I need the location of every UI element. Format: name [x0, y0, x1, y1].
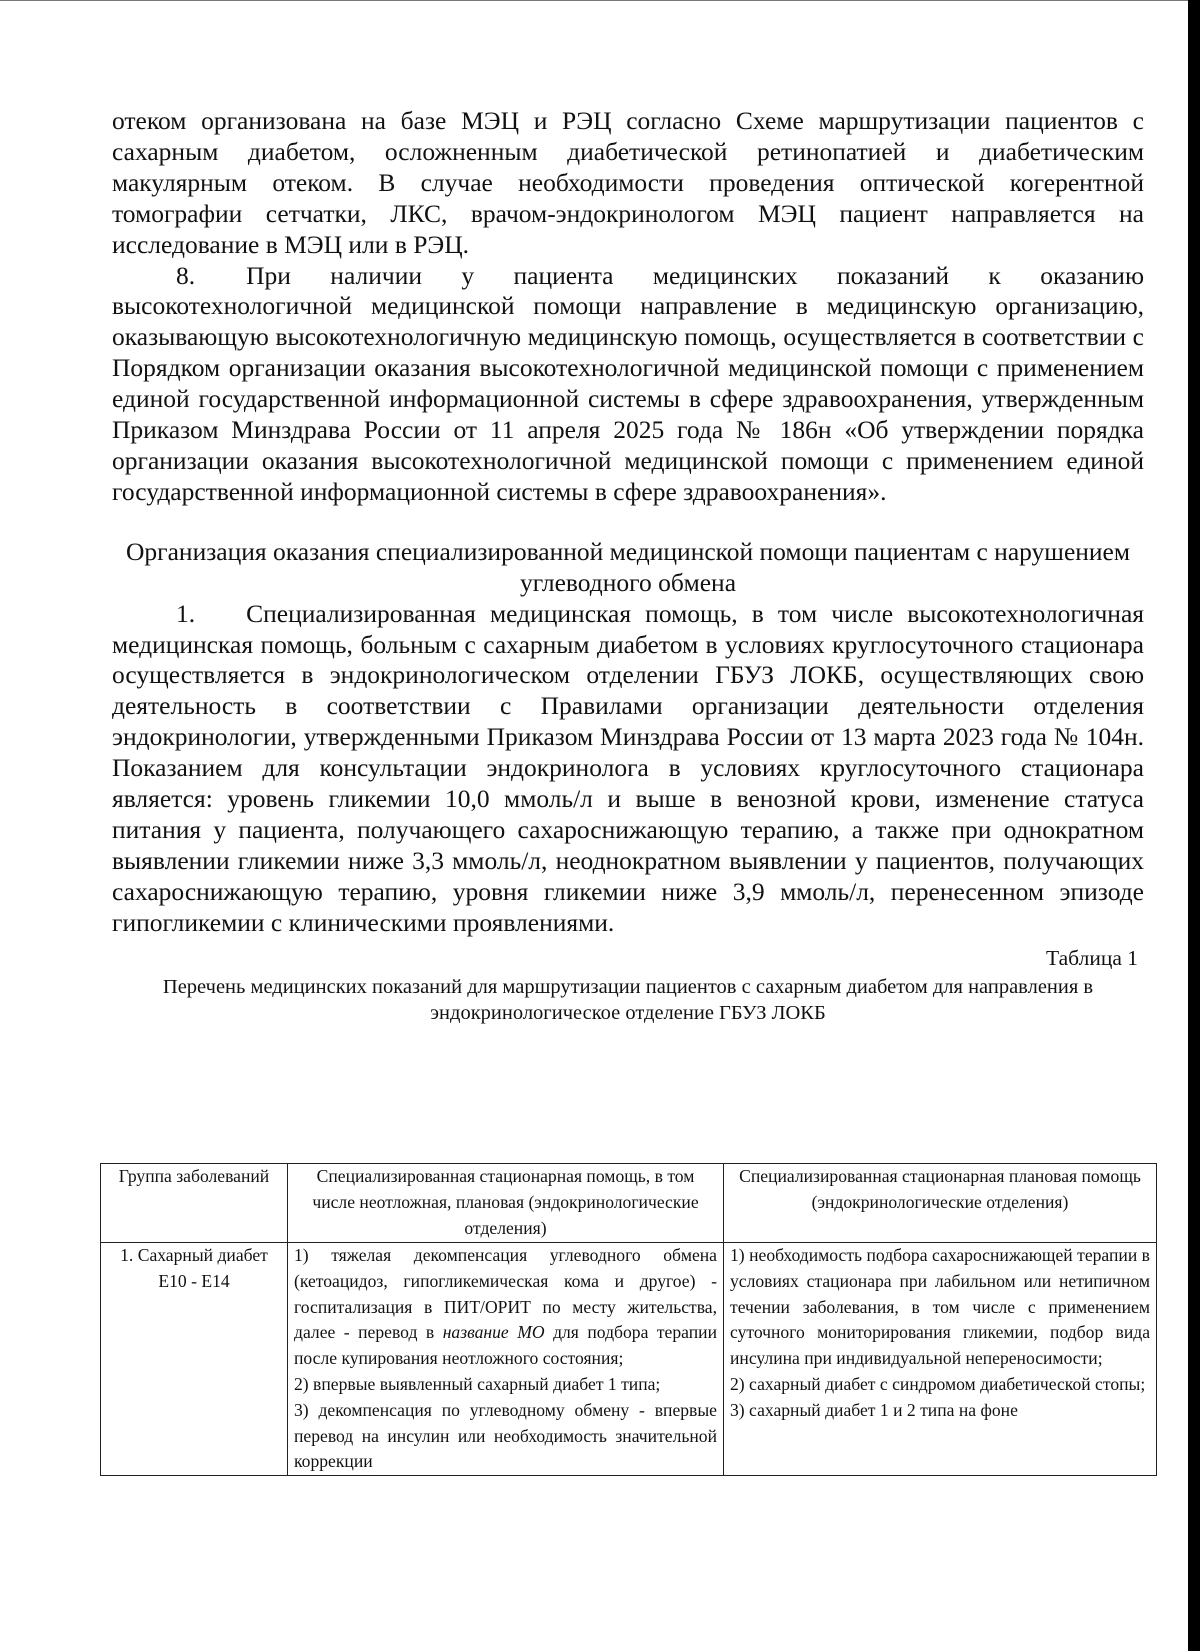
- indication-item-3: 3) декомпенсация по углеводному обмену - впервые перевод на инсулин или необходимость значительной коррекции: [294, 1399, 717, 1472]
- section-title: Организация оказания специализированной медицинской помощи пациентам с нарушением углеводного обмена: [125, 536, 1131, 597]
- table-header-row: [101, 1164, 1157, 1243]
- indication-text: для подбора терапии после купирования неотложного состояния;: [294, 1322, 717, 1369]
- table-row: [101, 1243, 1157, 1476]
- cell-emergency-planned-indications: [288, 1243, 724, 1476]
- scan-edge-top: [0, 0, 1200, 1]
- planned-item-3: 3) сахарный диабет 1 и 2 типа на фоне: [730, 1399, 1018, 1420]
- planned-item-1: 1) необходимость подбора сахароснижающей терапии в условиях стационара при лабильном или нетипичном течении заболевания, в том числе с применением суточного мониторирования гликемии, подбор вида инсулина при индивидуальной непереносимости;: [730, 1245, 1150, 1369]
- planned-item-2: 2) сахарный диабет с синдромом диабетической стопы;: [730, 1373, 1146, 1394]
- section-paragraph-1: 1. Специализированная медицинская помощь, в том числе высокотехнологичная медицинская помощь, больным с сахарным диабетом в условиях круглосуточного стационара осуществляется в эндокринологическом отделении ГБУЗ ЛОКБ, осуществляющих свою деятельность в соответствии с Правилами организации деятельности отделения эндокринологии, утвержденными Приказом Минздрава России от 13 марта 2023 года № 104н. Показанием для консультации эндокринолога в условиях круглосуточного стационара является: уровень гликемии 10,0 ммоль/л и выше в венозной крови, изменение статуса питания у пациента, получающего сахароснижающую терапию, а также при однократном выявлении гликемии ниже 3,3 ммоль/л, неоднократном выявлении у пациентов, получающих сахароснижающую терапию, уровня гликемии ниже 3,9 ммоль/л, перенесенном эпизоде гипогликемии с клиническими проявлениями.: [112, 598, 1144, 937]
- paragraph-continuation: отеком организована на базе МЭЦ и РЭЦ согласно Схеме маршрутизации пациентов с сахарным диабетом, осложненным диабетической ретинопатией и диабетическим макулярным отеком. В случае необходимости проведения оптической когерентной томографии сетчатки, ЛКС, врачом-эндокринологом МЭЦ пациент направляется на исследование в МЭЦ или в РЭЦ.: [112, 106, 1144, 259]
- table-caption: Перечень медицинских показаний для маршрутизации пациентов с сахарным диабетом для направления в эндокринологическое отделение ГБУЗ ЛОКБ: [162, 975, 1094, 1025]
- cell-planned-indications: [724, 1243, 1157, 1476]
- indications-table: [100, 1163, 1157, 1476]
- header-planned-care: Специализированная стационарная плановая помощь (эндокринологические отделения): [724, 1164, 1157, 1243]
- table-label: Таблица 1: [1046, 945, 1138, 970]
- indication-text: 1) тяжелая декомпенсация углеводного обмена (кетоацидоз, гипогликемическая кома и другое) - госпитализация в ПИТ/ОРИТ по месту жительства, далее - перевод в: [294, 1245, 717, 1343]
- scan-edge-right: [1188, 0, 1200, 1651]
- cell-disease-group: 1. Сахарный диабет Е10 - Е14: [101, 1243, 288, 1476]
- header-emergency-planned-care: Специализированная стационарная помощь, в том числе неотложная, плановая (эндокринологические отделения): [288, 1164, 724, 1243]
- indication-item-2: 2) впервые выявленный сахарный диабет 1 типа;: [294, 1373, 661, 1394]
- header-disease-group: Группа заболеваний: [101, 1164, 288, 1243]
- indication-item-1: [294, 1243, 717, 1372]
- paragraph-8: 8. При наличии у пациента медицинских показаний к оказанию высокотехнологичной медицинской помощи направление в медицинскую организацию, оказывающую высокотехнологичную медицинскую помощь, осуществляется в соответствии с Порядком организации оказания высокотехнологичной медицинской помощи с применением единой государственной информационной системы в сфере здравоохранения, утвержденным Приказом Минздрава России от 11 апреля 2025 года № 186н «Об утверждении порядка организации оказания высокотехнологичной медицинской помощи с применением единой государственной информационной системы в сфере здравоохранения».: [112, 260, 1144, 506]
- indication-italic-text: название МО: [442, 1322, 545, 1343]
- document-page: [112, 106, 1144, 1027]
